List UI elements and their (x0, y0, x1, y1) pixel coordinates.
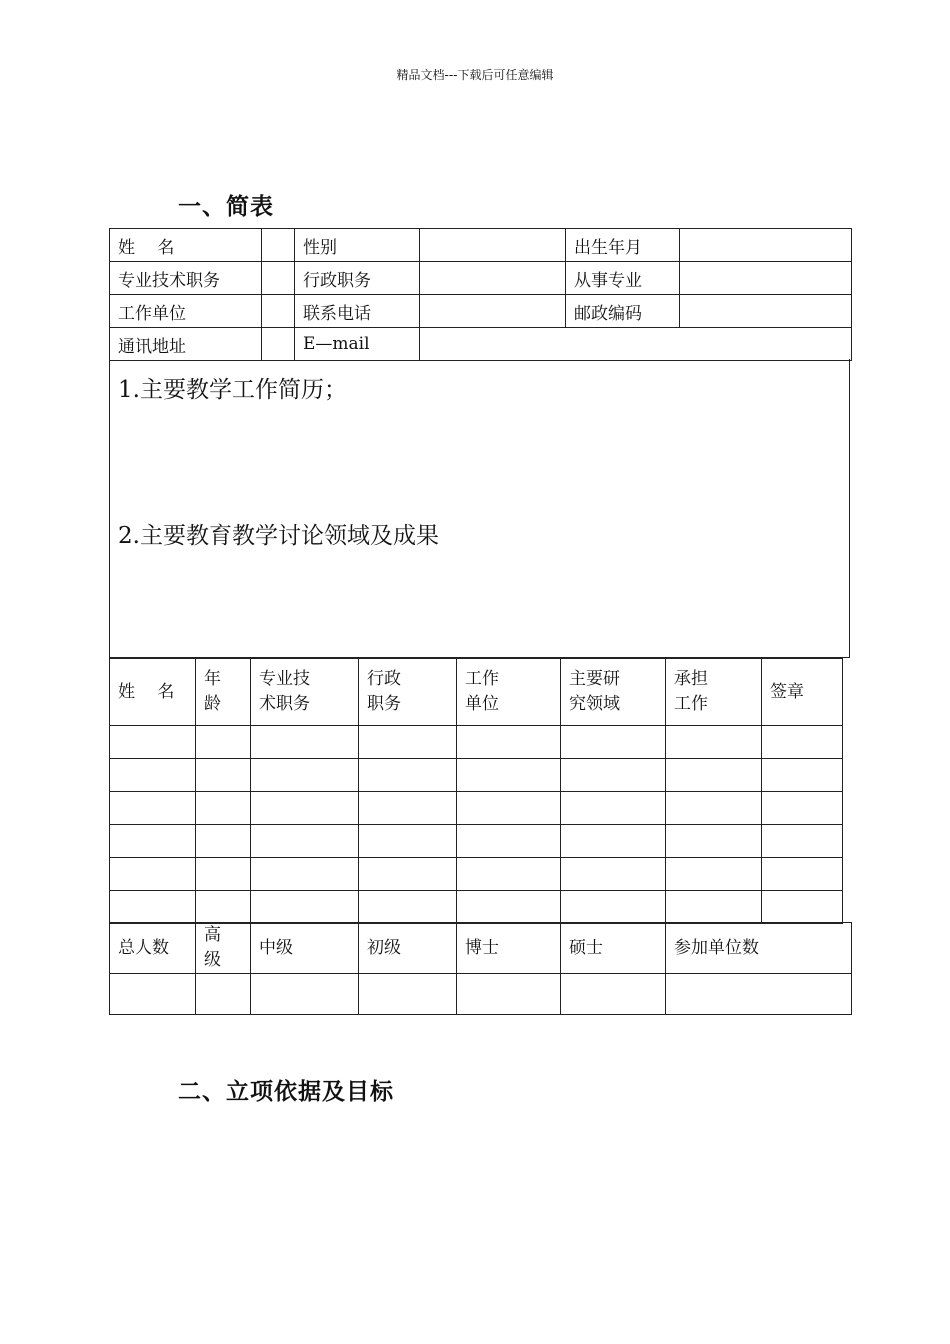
member-cell[interactable] (457, 891, 561, 924)
birth-field[interactable] (680, 229, 852, 262)
table-row (110, 759, 843, 792)
summary-header-cell: 中级 (251, 923, 359, 974)
name-field[interactable] (262, 229, 295, 262)
summary-header-cell: 博士 (457, 923, 561, 974)
member-cell[interactable] (762, 891, 843, 924)
member-cell[interactable] (561, 858, 666, 891)
summary-header-cell: 硕士 (561, 923, 666, 974)
summary-value-cell[interactable] (666, 974, 852, 1015)
member-cell[interactable] (457, 759, 561, 792)
summary-header-cell: 总人数 (110, 923, 196, 974)
member-cell[interactable] (110, 825, 196, 858)
member-cell[interactable] (561, 891, 666, 924)
member-cell[interactable] (359, 726, 457, 759)
postal-code-field[interactable] (680, 295, 852, 328)
member-cell[interactable] (359, 792, 457, 825)
member-cell[interactable] (666, 858, 762, 891)
section-title-brief: 一、简表 (178, 194, 274, 220)
member-cell[interactable] (762, 825, 843, 858)
work-unit-label: 工作单位 (110, 295, 262, 328)
member-cell[interactable] (110, 759, 196, 792)
work-unit-field[interactable] (262, 295, 295, 328)
email-field[interactable] (420, 328, 852, 361)
member-cell[interactable] (359, 891, 457, 924)
summary-header-cell: 高 级 (196, 923, 251, 974)
table-row (110, 825, 843, 858)
member-cell[interactable] (666, 726, 762, 759)
member-cell[interactable] (251, 726, 359, 759)
admin-position-label: 行政职务 (295, 262, 420, 295)
table-row (110, 726, 843, 759)
summary-value-cell[interactable] (196, 974, 251, 1015)
member-cell[interactable] (457, 858, 561, 891)
members-header-cell: 签章 (762, 659, 843, 726)
email-label: E—mail (295, 328, 420, 361)
member-cell[interactable] (196, 759, 251, 792)
major-field[interactable] (680, 262, 852, 295)
table-row (110, 229, 852, 262)
table-row (110, 295, 852, 328)
members-header-row (110, 659, 843, 726)
major-label: 从事专业 (566, 262, 680, 295)
member-cell[interactable] (359, 858, 457, 891)
member-cell[interactable] (110, 792, 196, 825)
table-row (110, 262, 852, 295)
member-cell[interactable] (561, 825, 666, 858)
table-row (110, 858, 843, 891)
summary-value-cell[interactable] (110, 974, 196, 1015)
member-cell[interactable] (110, 726, 196, 759)
member-cell[interactable] (666, 825, 762, 858)
member-cell[interactable] (251, 792, 359, 825)
member-cell[interactable] (196, 792, 251, 825)
phone-label: 联系电话 (295, 295, 420, 328)
members-header-cell: 承担 工作 (666, 659, 762, 726)
member-cell[interactable] (561, 726, 666, 759)
summary-header-row (110, 923, 852, 974)
members-header-cell: 行政 职务 (359, 659, 457, 726)
summary-header-cell: 参加单位数 (666, 923, 852, 974)
member-cell[interactable] (457, 825, 561, 858)
admin-position-field[interactable] (420, 262, 566, 295)
summary-value-cell[interactable] (359, 974, 457, 1015)
research-achievements-heading: 2.主要教育教学讨论领域及成果 (118, 523, 439, 549)
gender-field[interactable] (420, 229, 566, 262)
members-header-cell: 姓 名 (110, 659, 196, 726)
member-cell[interactable] (251, 759, 359, 792)
members-header-cell: 年 龄 (196, 659, 251, 726)
member-cell[interactable] (251, 858, 359, 891)
member-cell[interactable] (359, 759, 457, 792)
members-header-cell: 工作 单位 (457, 659, 561, 726)
birth-label: 出生年月 (566, 229, 680, 262)
member-cell[interactable] (251, 825, 359, 858)
page-header: 精品文档---下载后可任意编辑 (396, 68, 554, 82)
member-cell[interactable] (457, 792, 561, 825)
table-row (110, 328, 852, 361)
table-row (110, 792, 843, 825)
member-cell[interactable] (196, 726, 251, 759)
member-cell[interactable] (457, 726, 561, 759)
members-header-cell: 主要研 究领域 (561, 659, 666, 726)
professional-title-field[interactable] (262, 262, 295, 295)
summary-value-row (110, 974, 852, 1015)
member-cell[interactable] (110, 858, 196, 891)
info-table (109, 228, 852, 361)
member-cell[interactable] (196, 891, 251, 924)
member-cell[interactable] (666, 891, 762, 924)
summary-value-cell[interactable] (561, 974, 666, 1015)
table-row (110, 891, 843, 924)
member-cell[interactable] (251, 891, 359, 924)
member-cell[interactable] (762, 726, 843, 759)
members-header-cell: 专业技 术职务 (251, 659, 359, 726)
address-field[interactable] (262, 328, 295, 361)
summary-value-cell[interactable] (457, 974, 561, 1015)
summary-table (109, 922, 852, 1015)
member-cell[interactable] (561, 792, 666, 825)
summary-value-cell[interactable] (251, 974, 359, 1015)
members-table (109, 658, 843, 924)
member-cell[interactable] (666, 792, 762, 825)
member-cell[interactable] (110, 891, 196, 924)
member-cell[interactable] (762, 792, 843, 825)
address-label: 通讯地址 (110, 328, 262, 361)
name-label: 姓 名 (110, 229, 262, 262)
member-cell[interactable] (666, 759, 762, 792)
member-cell[interactable] (762, 858, 843, 891)
postal-code-label: 邮政编码 (566, 295, 680, 328)
section-title-basis: 二、立项依据及目标 (178, 1079, 394, 1105)
member-cell[interactable] (359, 825, 457, 858)
phone-field[interactable] (420, 295, 566, 328)
member-cell[interactable] (561, 759, 666, 792)
gender-label: 性别 (295, 229, 420, 262)
member-cell[interactable] (196, 858, 251, 891)
summary-header-cell: 初级 (359, 923, 457, 974)
member-cell[interactable] (762, 759, 843, 792)
professional-title-label: 专业技术职务 (110, 262, 262, 295)
teaching-history-heading: 1.主要教学工作简历； (118, 377, 347, 403)
narrative-box[interactable] (109, 359, 850, 658)
member-cell[interactable] (196, 825, 251, 858)
